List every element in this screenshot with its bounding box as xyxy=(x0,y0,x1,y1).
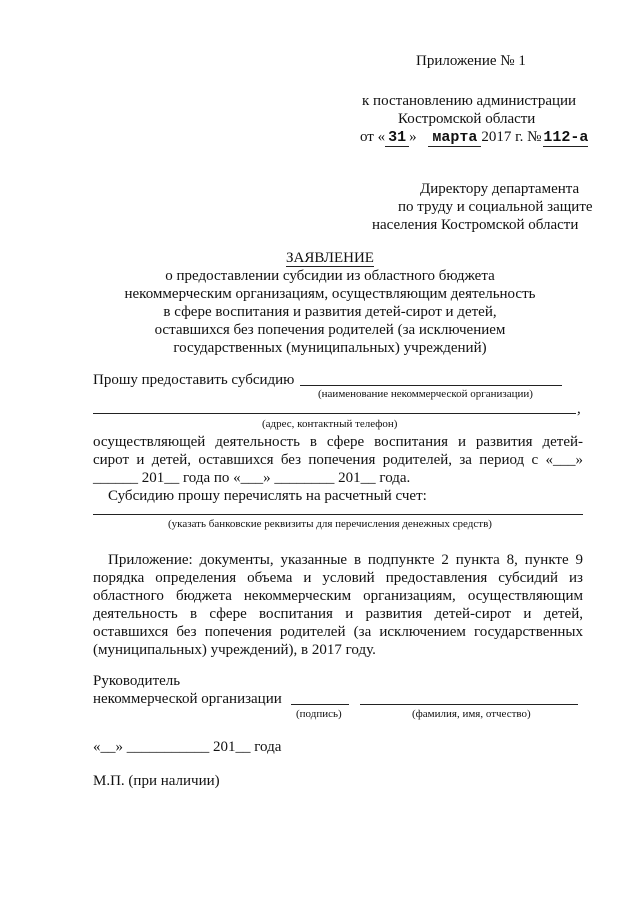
date-day: 31 xyxy=(385,129,409,147)
attachment-line-1: Приложение: документы, указанные в подпункте 2 пункта 8, пункте 9 xyxy=(108,552,583,568)
attachment-line-6: (муниципальных) учреждений), в 2017 году. xyxy=(93,642,376,658)
date-mid: » xyxy=(409,129,417,145)
title-line-3: в сфере воспитания и развития детей-сирот и детей, xyxy=(163,304,497,320)
document-title: ЗАЯВЛЕНИЕ xyxy=(286,250,374,266)
org-name-field[interactable] xyxy=(300,385,562,386)
attachment-line-4: деятельность в сфере воспитания и развития детей-сирот и детей, xyxy=(93,606,583,622)
date-prefix: от « xyxy=(360,129,386,145)
caption-org-name: (наименование некоммерческой организации) xyxy=(318,388,533,400)
title-line-5: государственных (муниципальных) учреждений) xyxy=(173,340,487,356)
attachment-line-2: порядка определения объема и условий предоставления субсидий из xyxy=(93,570,583,586)
caption-bank-details: (указать банковские реквизиты для перечисления денежных средств) xyxy=(168,518,492,530)
date-year-no: 2017 г. № xyxy=(481,129,542,145)
request-text-line-3: ______ 201__ года по «___» ________ 201__ года. xyxy=(93,470,411,486)
date-month: марта xyxy=(428,129,481,147)
request-text-line-1: осуществляющей деятельность в сфере воспитания и развития детей- xyxy=(93,434,583,450)
address-field[interactable] xyxy=(93,413,576,414)
stamp-label: М.П. (при наличии) xyxy=(93,773,220,789)
caption-signature: (подпись) xyxy=(296,708,342,720)
attachment-line-5: оставшихся без попечения родителей (за исключением государственных xyxy=(93,624,583,640)
addressee-line-2: по труду и социальной защите xyxy=(398,199,593,215)
request-text-line-2: сирот и детей, оставшихся без попечения родителей, за период с «___» xyxy=(93,452,583,468)
bank-details-field[interactable] xyxy=(93,514,583,515)
signature-field[interactable] xyxy=(291,704,349,705)
request-prefix: Прошу предоставить субсидию xyxy=(93,372,295,388)
attachment-line-3: областного бюджета некоммерческим организациям, осуществляющим xyxy=(93,588,583,604)
appendix-label: Приложение № 1 xyxy=(416,53,526,69)
caption-address: (адрес, контактный телефон) xyxy=(262,418,398,430)
signature-date-line: «__» ___________ 201__ года xyxy=(93,739,282,755)
decree-line-1: к постановлению администрации xyxy=(362,93,577,109)
addressee-line-1: Директору департамента xyxy=(420,181,580,197)
full-name-field[interactable] xyxy=(360,704,578,705)
signature-title-line-1: Руководитель xyxy=(93,673,181,689)
decree-line-2: Костромской области xyxy=(398,111,536,127)
caption-full-name: (фамилия, имя, отчество) xyxy=(412,708,531,720)
decree-date-line xyxy=(360,128,588,147)
signature-title-line-2: некоммерческой организации xyxy=(93,691,282,707)
date-number: 112-а xyxy=(543,129,589,146)
title-line-1: о предоставлении субсидии из областного бюджета xyxy=(165,268,495,284)
title-line-4: оставшихся без попечения родителей (за исключением xyxy=(154,322,506,338)
title-line-2: некоммерческим организациям, осуществляющим деятельность xyxy=(124,286,536,302)
transfer-text: Субсидию прошу перечислять на расчетный счет: xyxy=(108,488,427,504)
addressee-line-3: населения Костромской области xyxy=(372,217,579,233)
address-comma: , xyxy=(577,401,581,417)
